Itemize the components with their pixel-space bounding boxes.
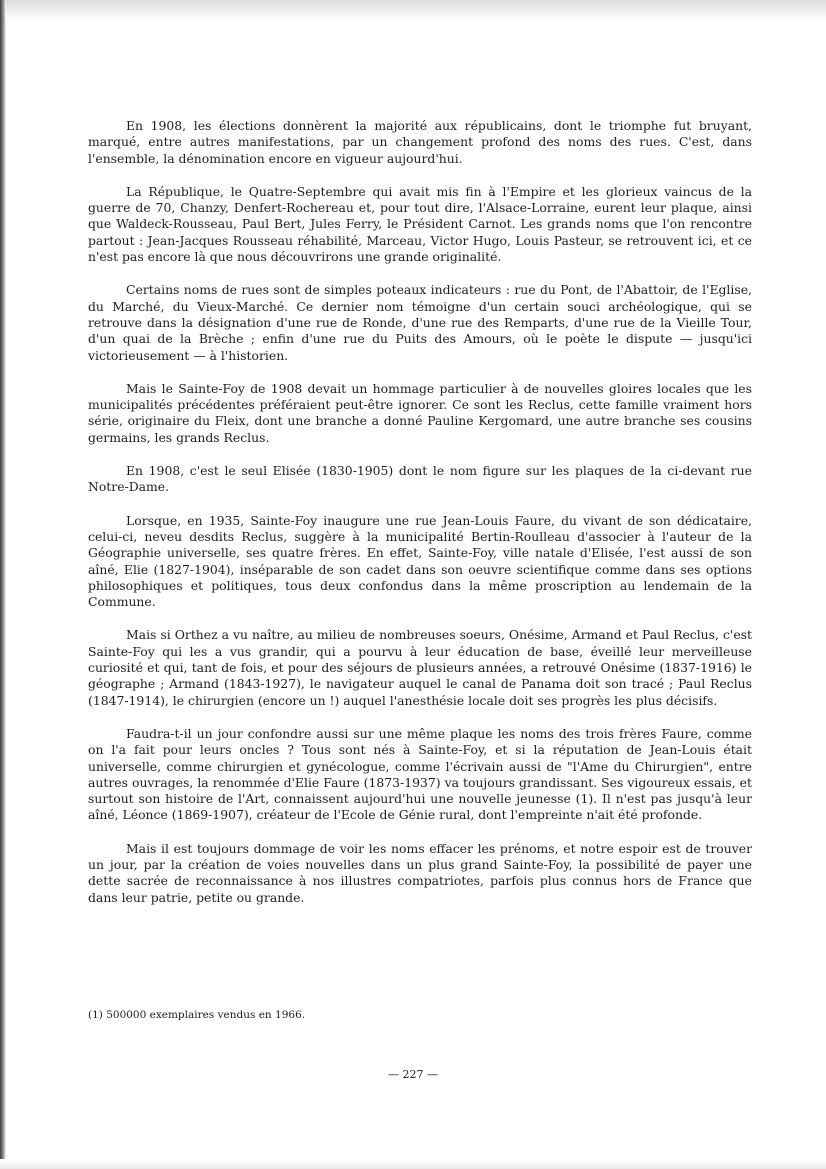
paragraph-jean-louis-faure: Lorsque, en 1935, Sainte-Foy inaugure une rue Jean-Louis Faure, du vivant de son dédicataire, celui-ci, neveu desdits Reclus, suggère à la municipalité Bertin-Roulleau d'associer à l'auteur de la Géographie universelle, ses quatre frères. En effet, Sainte-Foy, ville natale d'Elisée, l'est aussi de son aîné, Elie (1827-1904), inséparable de son cadet dans son oeuvre scientifique comme dans ses options philosophiques et politiques, tous deux confondus dans la même proscription au lendemain de la Commune. [88,512,752,610]
paragraph-conclusion: Mais il est toujours dommage de voir les noms effacer les prénoms, et notre espoir est de trouver un jour, par la création de voies nouvelles dans un plus grand Sainte-Foy, la possibilité de payer une dette sacrée de reconnaissance à nos illustres compatriotes, parfois plus connus hors de France que dans leur patrie, petite ou grande. [88,840,752,905]
paragraph-orthez: Mais si Orthez a vu naître, au milieu de nombreuses soeurs, Onésime, Armand et Paul Reclus, c'est Sainte-Foy qui les a vus grandir, qui a pourvu à leur éducation de base, éveillé leur merveilleuse curiosité et qui, tant de fois, et pour des séjours de plusieurs années, a retrouvé Onésime (1837-1916) le géographe ; Armand (1843-1927), le navigateur auquel le canal de Panama doit son tracé ; Paul Reclus (1847-1914), le chirurgien (encore un !) auquel l'anesthésie locale doit ses progrès les plus décisifs. [88,627,752,708]
scan-shadow-top [0,0,826,22]
paragraph-elections-1908: En 1908, les élections donnèrent la majorité aux républicains, dont le triomphe fut bruyant, marqué, entre autres manifestations, par un changement profond des noms des rues. C'est, dans l'ensemble, la dénomination encore en vigueur aujourd'hui. [88,118,752,166]
paragraph-elisee: En 1908, c'est le seul Elisée (1830-1905) dont le nom figure sur les plaques de la ci-devant rue Notre-Dame. [88,463,752,495]
paragraph-noms-de-rues: Certains noms de rues sont de simples poteaux indicateurs : rue du Pont, de l'Abattoir, de l'Eglise, du Marché, du Vieux-Marché. Ce dernier nom témoigne d'un certain souci archéologique, qui se retrouve dans la désignation d'une rue de Ronde, d'une rue des Remparts, d'une rue de la Vieille Tour, d'un quai de la Brèche ; enfin d'une rue du Puits des Amours, où le poète le dispute — jusqu'ici victorieusement — à l'historien. [88,282,752,363]
paragraph-reclus-family: Mais le Sainte-Foy de 1908 devait un hommage particulier à de nouvelles gloires locales que les municipalités précédentes préféraient peut-être ignorer. Ce sont les Reclus, cette famille vraiment hors série, originaire du Fleix, dont une branche a donné Pauline Kergomard, une autre branche ses cousins germains, les grands Reclus. [88,380,752,445]
page-body [88,118,752,923]
paragraph-republique: La République, le Quatre-Septembre qui avait mis fin à l'Empire et les glorieux vaincus de la guerre de 70, Chanzy, Denfert-Rochereau et, pour tout dire, l'Alsace-Lorraine, eurent leur plaque, ainsi que Waldeck-Rousseau, Paul Bert, Jules Ferry, le Président Carnot. Les grands noms que l'on rencontre partout : Jean-Jacques Rousseau réhabilité, Marceau, Victor Hugo, Louis Pasteur, se retrouvent ici, et ce n'est pas encore là que nous découvrirons une grande originalité. [88,183,752,265]
page-number: — 227 — [388,1068,438,1081]
scan-shadow-left [0,0,6,1169]
footnote: (1) 500000 exemplaires vendus en 1966. [88,1009,306,1021]
paragraph-freres-faure: Faudra-t-il un jour confondre aussi sur une même plaque les noms des trois frères Faure, comme on l'a fait pour leurs oncles ? Tous sont nés à Sainte-Foy, et si la réputation de Jean-Louis était universelle, comme chirurgien et gynécologue, comme l'écrivain aussi de "l'Ame du Chirurgien", entre autres ouvrages, la renommée d'Elie Faure (1873-1937) va toujours grandissant. Ses vigoureux essais, et surtout son histoire de l'Art, connaissent aujourd'hui une nouvelle jeunesse (1). Il n'est pas jusqu'à leur aîné, Léonce (1869-1907), créateur de l'Ecole de Génie rural, dont l'empreinte n'ait été profonde. [88,725,752,823]
scan-shadow-bottom [0,1159,826,1169]
